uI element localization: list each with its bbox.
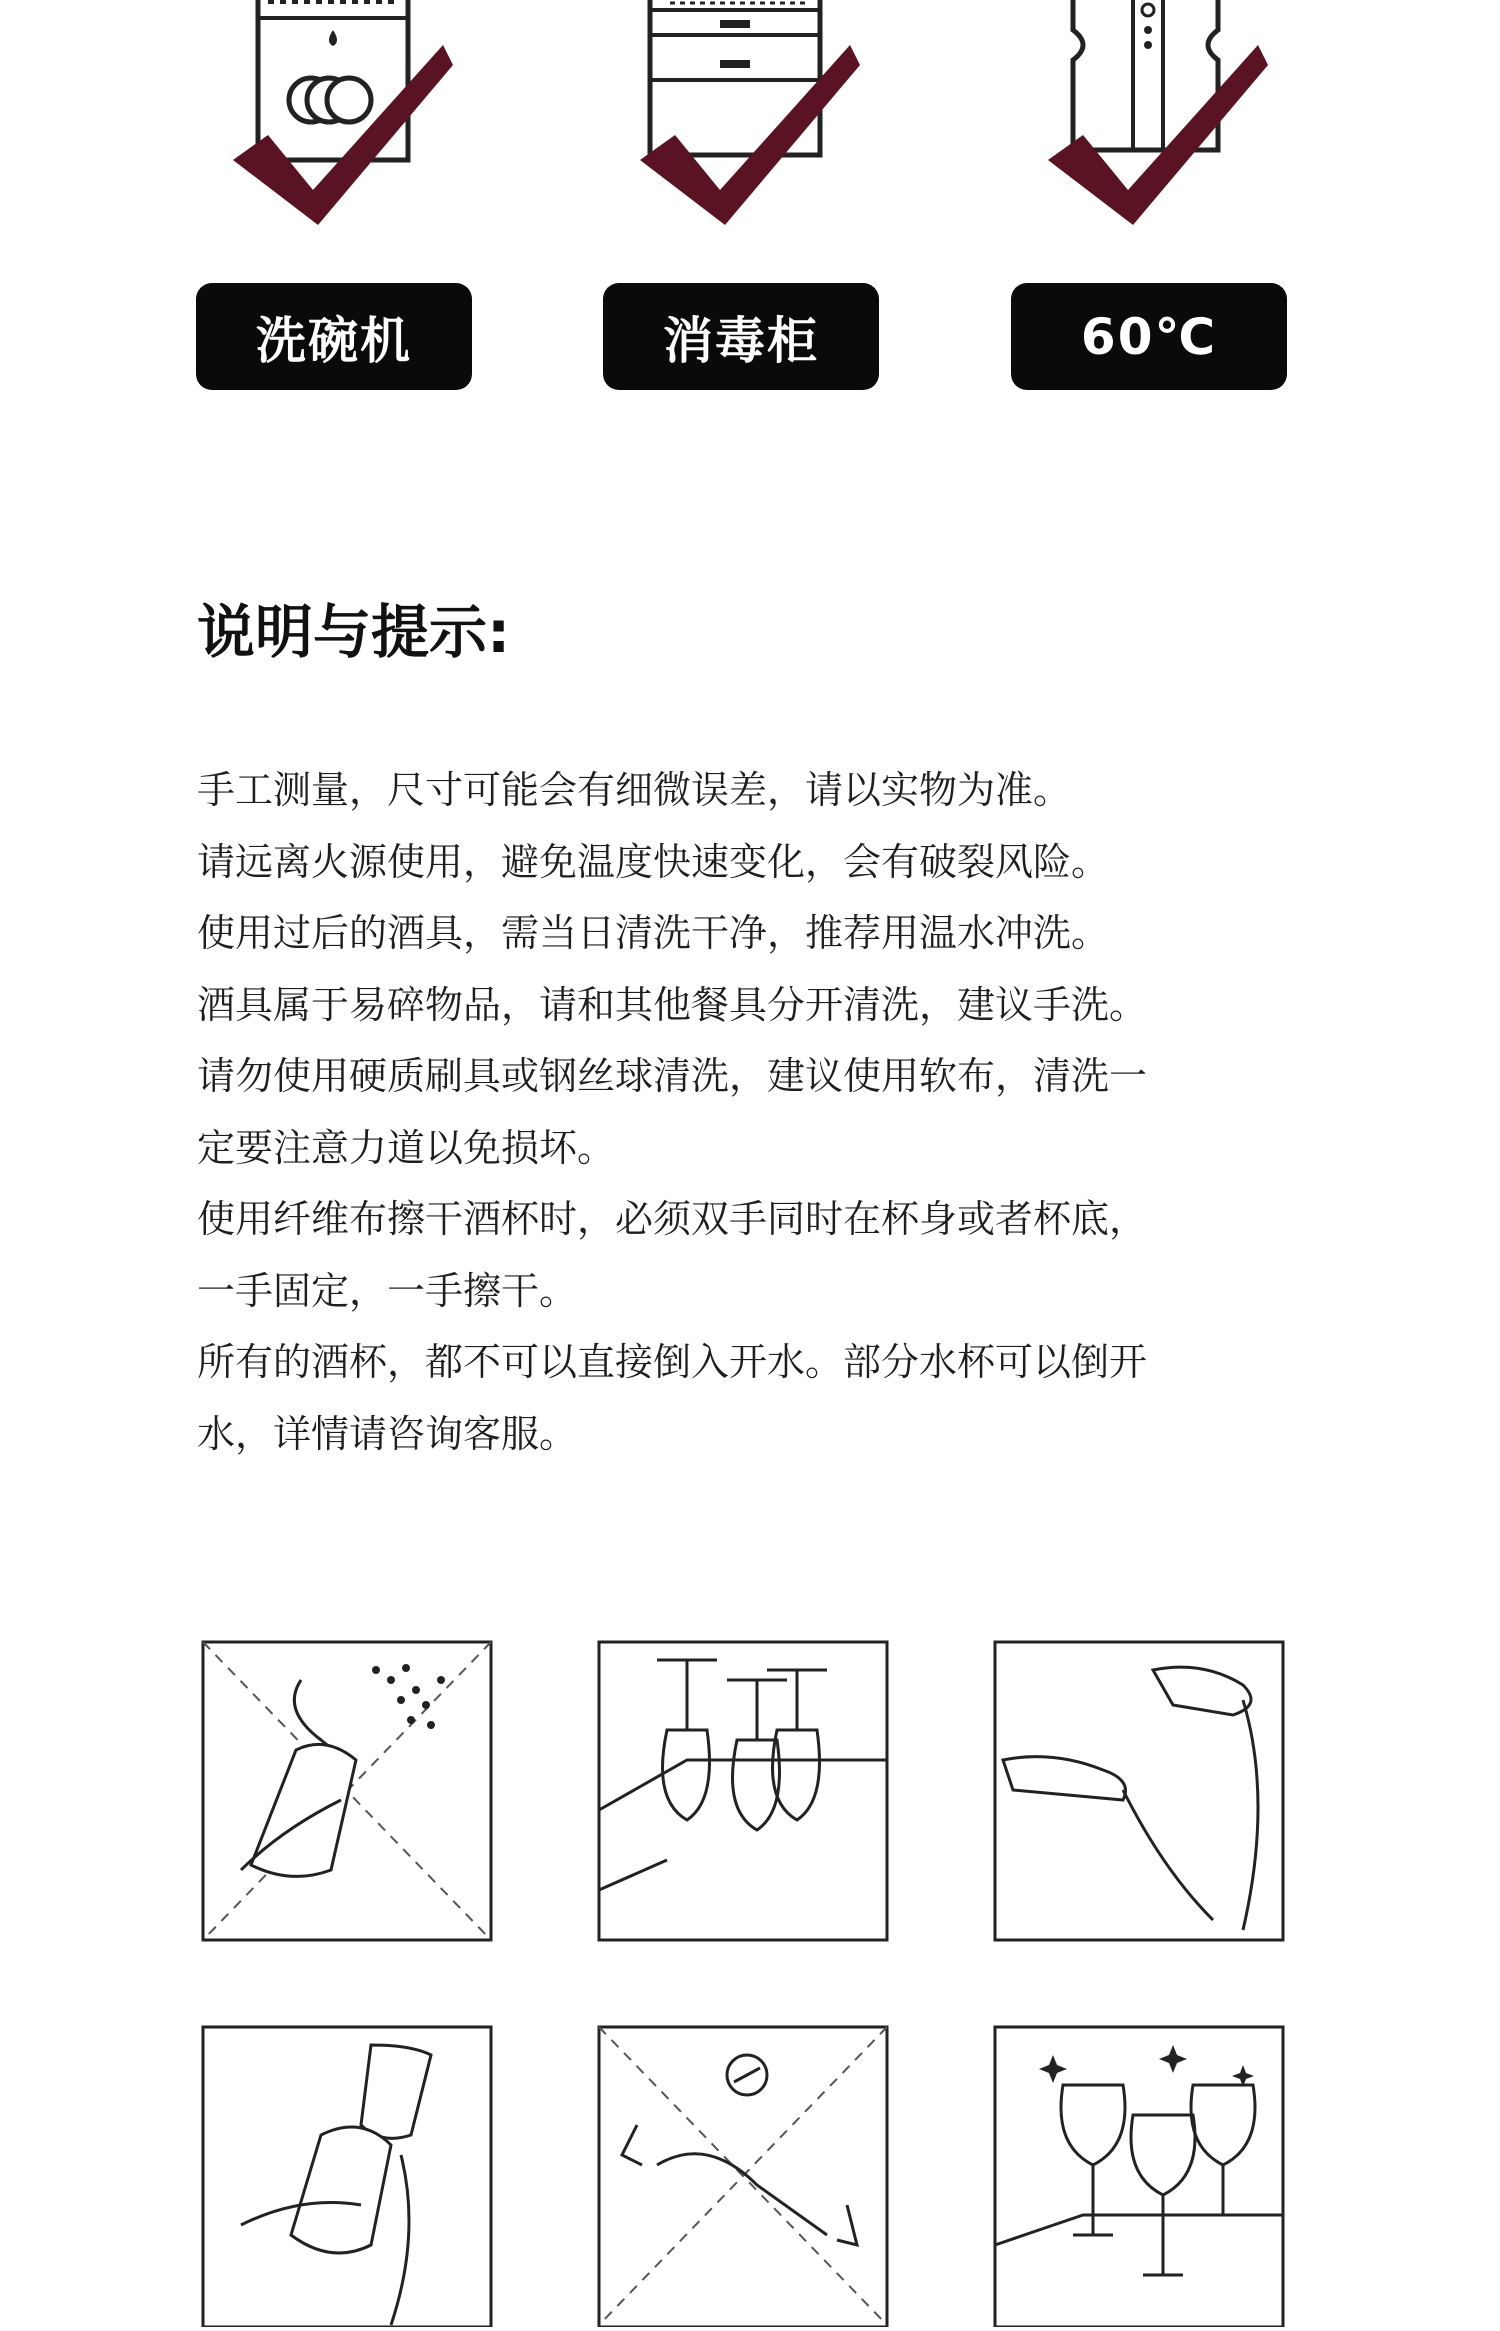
disinfection-cabinet-label: 消毒柜 xyxy=(603,283,879,390)
tip-line: 所有的酒杯，都不可以直接倒入开水。部分水杯可以倒开 xyxy=(197,1340,1148,1384)
no-twisting-glass-icon xyxy=(597,2025,889,2327)
temperature-label: 60℃ xyxy=(1011,283,1287,390)
no-rinse-with-cloth-icon xyxy=(201,1640,493,1942)
disinfection-cabinet-icon xyxy=(620,0,860,240)
tip-line: 酒具属于易碎物品，请和其他餐具分开清洗，建议手洗。 xyxy=(197,982,1148,1027)
tip-line: 使用纤维布擦干酒杯时，必须双手同时在杯身或者杯底， xyxy=(197,1197,1148,1241)
sparkling-clean-glasses-icon xyxy=(993,2025,1285,2327)
temperature-device-icon xyxy=(1028,0,1268,240)
tip-line: 请勿使用硬质刷具或钢丝球清洗，建议使用软布，清洗一 xyxy=(197,1054,1148,1098)
cloth-handling-icon xyxy=(993,1640,1285,1942)
care-instructions-grid xyxy=(0,1640,1500,2322)
dishwasher-label: 洗碗机 xyxy=(196,283,472,390)
dishwasher-icon xyxy=(213,0,453,240)
inverted-glasses-drying-icon xyxy=(597,1640,889,1942)
tip-line: 一手固定，一手擦干。 xyxy=(197,1268,578,1313)
section-title: 说明与提示: xyxy=(197,598,511,666)
tips-list xyxy=(197,755,1317,1470)
tip-line: 定要注意力道以免损坏。 xyxy=(197,1125,616,1170)
tip-line: 使用过后的酒具，需当日清洗干净，推荐用温水冲洗。 xyxy=(197,911,1110,955)
dishwasher-safe-icon-row xyxy=(0,0,1500,240)
tip-line: 手工测量，尺寸可能会有细微误差，请以实物为准。 xyxy=(197,768,1072,812)
tip-line: 请远离火源使用，避免温度快速变化，会有破裂风险。 xyxy=(197,839,1110,884)
hand-polishing-glass-icon xyxy=(201,2025,493,2327)
tip-line: 水，详情请咨询客服。 xyxy=(197,1411,578,1456)
